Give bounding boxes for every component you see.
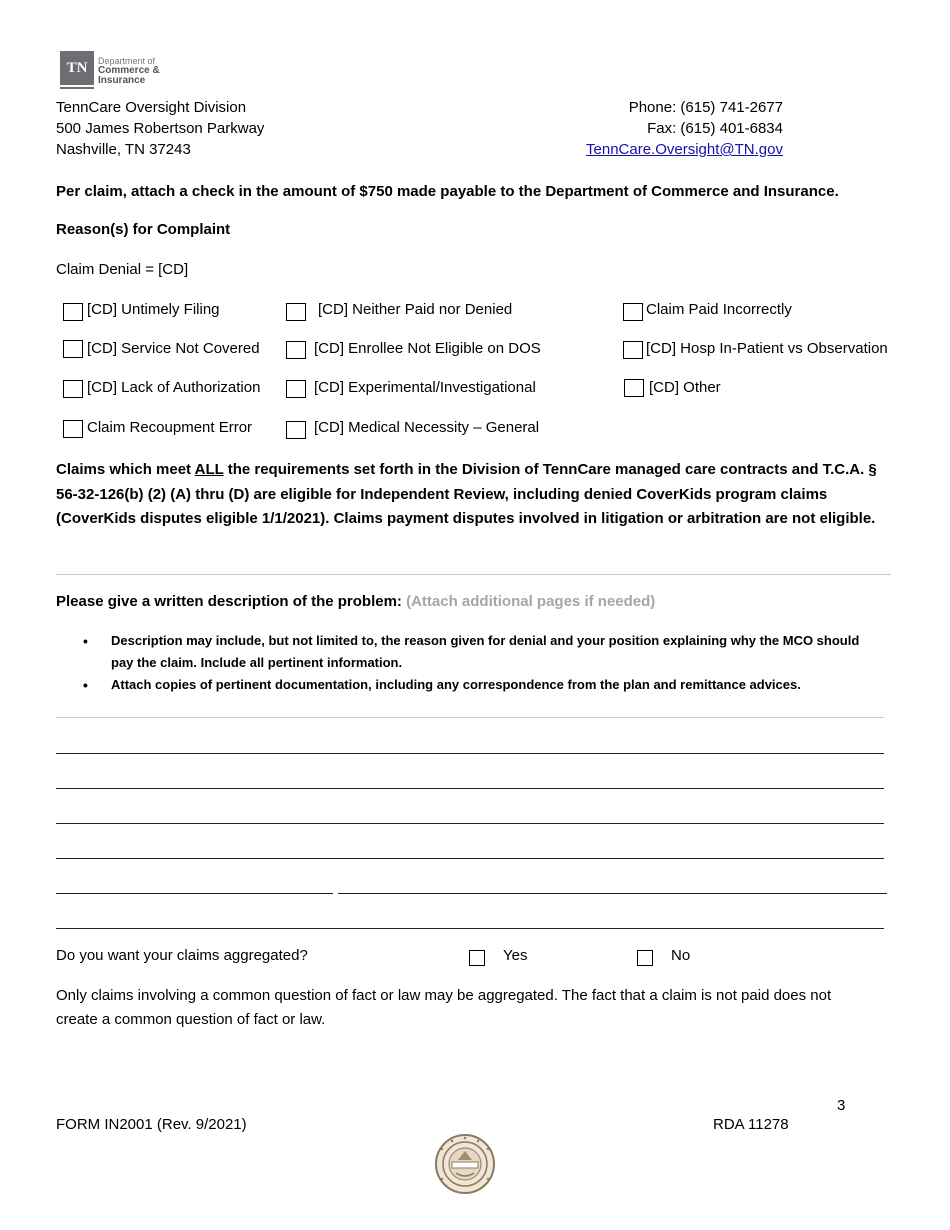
label-enrollee-not-eligible: [CD] Enrollee Not Eligible on DOS (314, 340, 541, 357)
checkbox-other[interactable] (624, 379, 644, 397)
eligibility-line-1-pre: Claims which meet (56, 461, 195, 478)
guideline-1-line-2: pay the claim. Include all pertinent information. (111, 655, 403, 670)
eligibility-all: ALL (194, 461, 224, 478)
state-seal (418, 1133, 512, 1195)
description-hint: (Attach additional pages if needed) (406, 593, 656, 610)
claim-denial-legend: Claim Denial = [CD] (56, 261, 189, 278)
eligibility-line-3: (CoverKids disputes eligible 1/1/2021). Claims payment disputes involved in litigation or arbitration are not eligible. (56, 510, 876, 527)
label-service-not-covered: [CD] Service Not Covered (87, 340, 260, 357)
dci-logo (60, 51, 170, 91)
payment-instruction: Per claim, attach a check in the amount of $750 made payable to the Department of Commerce and Insurance. (56, 183, 839, 200)
writing-line-5a[interactable] (56, 893, 333, 894)
checkbox-medical-necessity[interactable] (286, 421, 306, 439)
aggregation-note-line-1: Only claims involving a common question of fact or law may be aggregated. The fact that a claim is not paid does not (56, 987, 832, 1004)
checkbox-untimely-filing[interactable] (63, 303, 83, 321)
guideline-2-line-1: • Attach copies of pertinent documentation, including any correspondence from the plan and remittance advices. (111, 677, 801, 692)
checkbox-hosp-inpatient-vs-observation[interactable] (623, 341, 643, 359)
logo-text (98, 56, 160, 86)
label-aggregate-no: No (671, 947, 691, 964)
phone-number: Phone: (615) 741-2677 (628, 99, 783, 116)
writing-line-1[interactable] (56, 753, 884, 754)
eligibility-line-1 (56, 460, 877, 480)
aggregation-question: Do you want your claims aggregated? (56, 947, 308, 964)
label-untimely-filing: [CD] Untimely Filing (87, 301, 220, 318)
fax-number: Fax: (615) 401-6834 (647, 120, 783, 137)
logo-rule (60, 87, 94, 89)
label-medical-necessity: [CD] Medical Necessity – General (314, 419, 540, 436)
checkbox-aggregate-no[interactable] (637, 950, 653, 966)
eligibility-line-2: 56-32-126(b) (2) (A) thru (D) are eligible for Independent Review, including denied CoverKids program claims (56, 486, 828, 503)
writing-area-top-rule (56, 717, 884, 718)
checkbox-neither-paid-nor-denied[interactable] (286, 303, 306, 321)
aggregation-note-line-2: create a common question of fact or law. (56, 1011, 326, 1028)
description-guidelines (56, 630, 926, 696)
eligibility-line-1-post: the requirements set forth in the Division of TennCare managed care contracts and T.C.A. § (223, 461, 877, 478)
writing-line-4[interactable] (56, 858, 884, 859)
label-other: [CD] Other (649, 379, 721, 396)
writing-line-3[interactable] (56, 823, 884, 824)
label-neither-paid-nor-denied: [CD] Neither Paid nor Denied (318, 301, 513, 318)
logo-line-1: Department of (98, 56, 156, 66)
guideline-item-2 (56, 674, 926, 696)
label-lack-of-authorization: [CD] Lack of Authorization (87, 379, 261, 396)
page-number: 3 (837, 1097, 846, 1114)
logo-line-2: Commerce & (98, 65, 160, 76)
writing-line-5b[interactable] (338, 893, 887, 894)
checkbox-experimental-investigational[interactable] (286, 380, 306, 398)
checkbox-service-not-covered[interactable] (63, 340, 83, 358)
checkbox-enrollee-not-eligible[interactable] (286, 341, 306, 359)
rda-number: RDA 11278 (713, 1116, 789, 1133)
guideline-1-line-1: • Description may include, but not limited to, the reason given for denial and your position explaining why the MCO should (111, 633, 860, 648)
section-divider (56, 574, 891, 575)
address-line-1: TennCare Oversight Division (56, 99, 247, 116)
writing-line-6[interactable] (56, 928, 884, 929)
address-line-3: Nashville, TN 37243 (56, 141, 191, 158)
form-id: FORM IN2001 (Rev. 9/2021) (56, 1116, 247, 1133)
email-link[interactable]: TennCare.Oversight@TN.gov (586, 141, 783, 158)
label-aggregate-yes: Yes (503, 947, 528, 964)
checkbox-claim-paid-incorrectly[interactable] (623, 303, 643, 321)
tn-logo-box: TN (60, 51, 94, 85)
address-line-2: 500 James Robertson Parkway (56, 120, 265, 137)
reasons-heading: Reason(s) for Complaint (56, 221, 231, 238)
writing-line-2[interactable] (56, 788, 884, 789)
label-claim-paid-incorrectly: Claim Paid Incorrectly (646, 301, 792, 318)
description-prompt-row (56, 592, 655, 612)
description-prompt: Please give a written description of the problem: (56, 593, 402, 610)
checkbox-aggregate-yes[interactable] (469, 950, 485, 966)
checkbox-lack-of-authorization[interactable] (63, 380, 83, 398)
label-claim-recoupment-error: Claim Recoupment Error (87, 419, 253, 436)
guideline-item-1 (56, 630, 926, 674)
label-experimental-investigational: [CD] Experimental/Investigational (314, 379, 536, 396)
checkbox-claim-recoupment-error[interactable] (63, 420, 83, 438)
label-hosp-inpatient-vs-observation: [CD] Hosp In-Patient vs Observation (646, 340, 888, 357)
seal-icon (418, 1133, 512, 1195)
logo-line-3: Insurance (98, 75, 146, 86)
